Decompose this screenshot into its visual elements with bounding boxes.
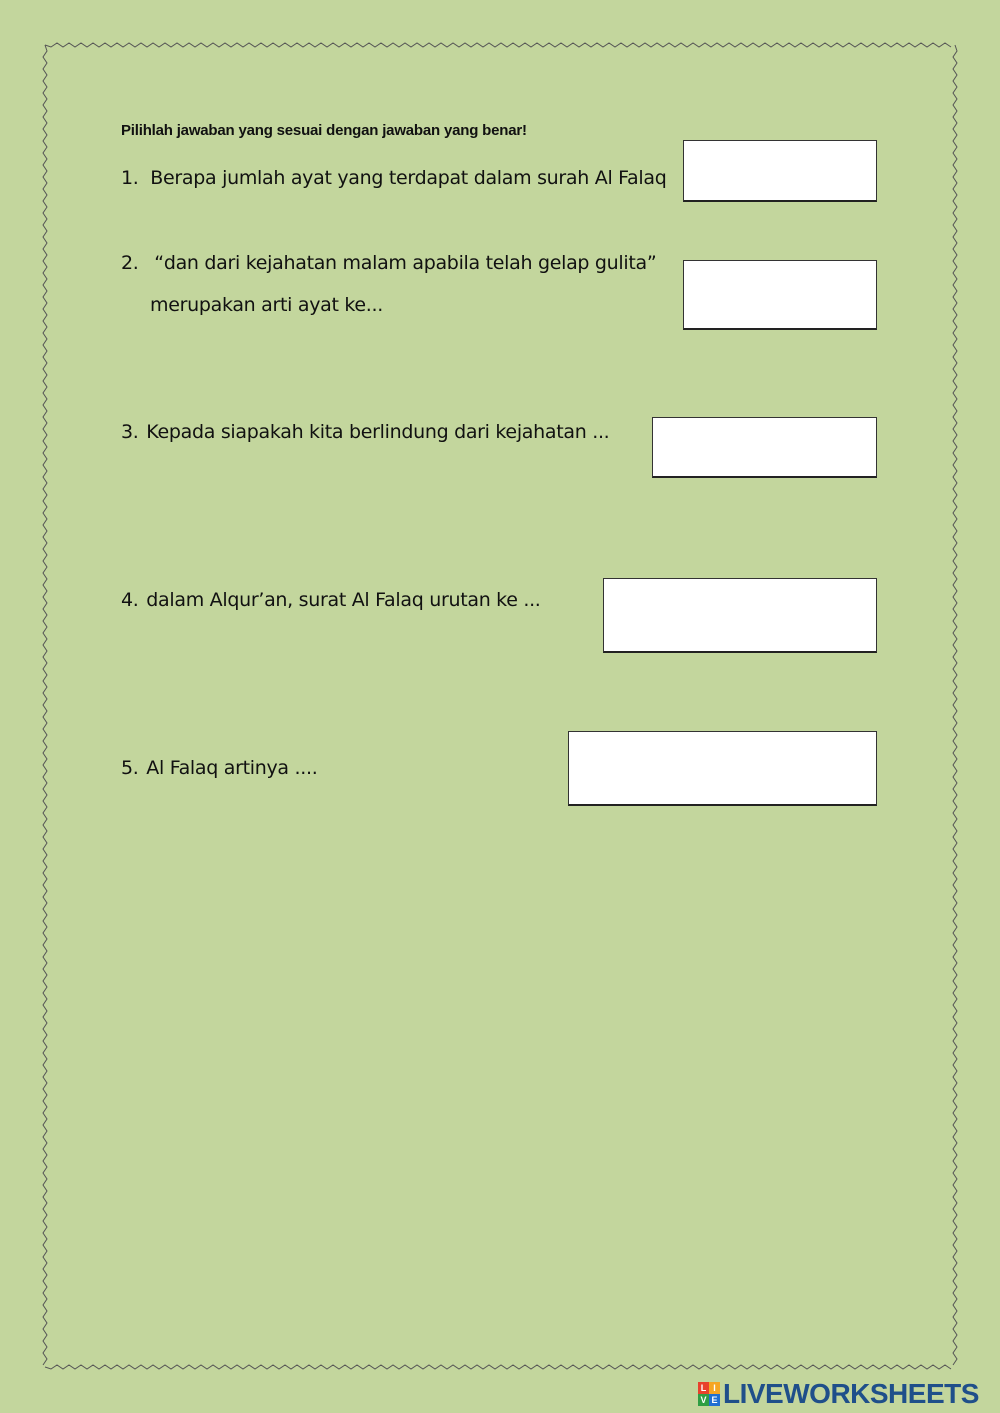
question-3-number: 3. bbox=[121, 421, 139, 443]
question-1 bbox=[121, 167, 666, 189]
question-4-number: 4. bbox=[121, 589, 139, 611]
question-1-text: Berapa jumlah ayat yang terdapat dalam surah Al Falaq bbox=[150, 167, 667, 189]
question-5-number: 5. bbox=[121, 757, 139, 779]
question-2 bbox=[121, 252, 656, 274]
logo-letter-i: I bbox=[709, 1382, 720, 1394]
logo-letter-e: E bbox=[709, 1394, 720, 1406]
question-4-text: dalam Alqur’an, surat Al Falaq urutan ke ... bbox=[146, 589, 541, 611]
question-2-text-line-2: merupakan arti ayat ke... bbox=[150, 294, 384, 316]
zigzag-border bbox=[42, 42, 958, 1370]
question-3 bbox=[121, 421, 609, 443]
answer-box-3[interactable] bbox=[652, 417, 877, 478]
logo-letter-l: L bbox=[698, 1382, 709, 1394]
liveworksheets-logo[interactable] bbox=[698, 1378, 979, 1410]
answer-box-5[interactable] bbox=[568, 731, 877, 806]
question-3-text: Kepada siapakah kita berlindung dari kejahatan ... bbox=[146, 421, 610, 443]
question-1-number: 1. bbox=[121, 167, 139, 189]
question-5 bbox=[121, 757, 317, 779]
question-4 bbox=[121, 589, 541, 611]
logo-text: LIVEWORKSHEETS bbox=[723, 1378, 979, 1409]
answer-box-2[interactable] bbox=[683, 260, 877, 330]
question-2-number: 2. bbox=[121, 252, 139, 274]
liveworksheets-logo-icon bbox=[698, 1382, 720, 1406]
question-2-text-line-1: “dan dari kejahatan malam apabila telah gelap gulita” bbox=[154, 252, 657, 274]
logo-letter-v: V bbox=[698, 1394, 709, 1406]
answer-box-1[interactable] bbox=[683, 140, 877, 202]
page-border bbox=[42, 42, 958, 1370]
question-5-text: Al Falaq artinya .... bbox=[146, 757, 318, 779]
instruction-text: Pilihlah jawaban yang sesuai dengan jawaban yang benar! bbox=[121, 122, 527, 139]
answer-box-4[interactable] bbox=[603, 578, 877, 653]
